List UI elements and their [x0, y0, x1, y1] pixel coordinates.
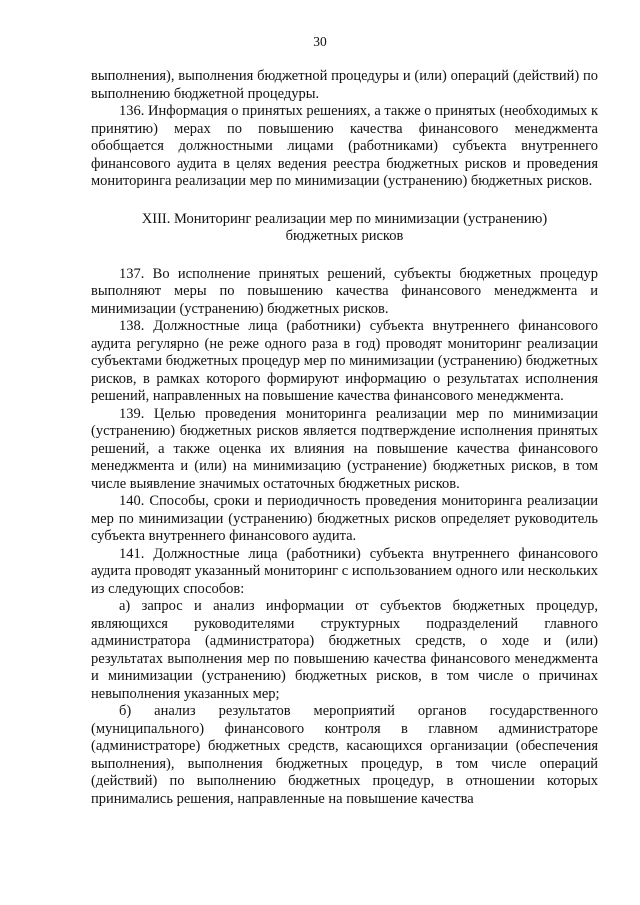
section-heading-line-1: XIII. Мониторинг реализации мер по минимизации (устранению): [141, 210, 548, 227]
page-number: 30: [313, 34, 327, 49]
document-body: [91, 68, 598, 808]
paragraph-138: 138. Должностные лица (работники) субъекта внутреннего финансового аудита регулярно (не реже одного раза в год) проводят мониторинг реализации субъектами бюджетных процедур мер по минимизации (устранению) бюджетных рисков, в рамках которого формируют информацию о результатах исполнения решений, направленных на повышение качества финансового менеджмента.: [91, 318, 598, 404]
section-heading: [91, 211, 598, 246]
paragraph-141-b: б) анализ результатов мероприятий органов государственного (муниципального) финансового контроля в главном администраторе (администраторе) бюджетных средств, касающихся организации (обеспечения выполнения), выполнения бюджетных процедур, в том числе операций (действий) по выполнению бюджетных процедур, в отношении которых принимались решения, направленные на повышение качества: [91, 703, 598, 807]
paragraph-137: 137. Во исполнение принятых решений, субъекты бюджетных процедур выполняют меры по повышению качества финансового менеджмента и минимизации (устранению) бюджетных рисков.: [91, 265, 598, 317]
paragraph-140: 140. Способы, сроки и периодичность проведения мониторинга реализации мер по минимизации (устранению) бюджетных рисков определяет руководитель субъекта внутреннего финансового аудита.: [91, 493, 598, 544]
paragraph-139: 139. Целью проведения мониторинга реализации мер по минимизации (устранению) бюджетных рисков является подтверждение исполнения принятых решений, а также оценка их влияния на повышение качества финансового менеджмента и (или) на минимизацию (устранение) бюджетных рисков, в том числе выявление значимых остаточных бюджетных рисков.: [91, 405, 598, 492]
paragraph-141: 141. Должностные лица (работники) субъекта внутреннего финансового аудита проводят указанный мониторинг с использованием одного или нескольких из следующих способов:: [91, 545, 598, 597]
paragraph-continuation: выполнения), выполнения бюджетной процедуры и (или) операций (действий) по выполнению бюджетной процедуры.: [91, 68, 598, 102]
paragraph-141-a: а) запрос и анализ информации от субъектов бюджетных процедур, являющихся руководителями структурных подразделений главного администратора (администратора) бюджетных средств, о ходе и (или) результатах выполнения мер по повышению качества финансового менеджмента и минимизации (устранению) бюджетных рисков, в том числе о причинах невыполнения указанных мер;: [91, 598, 598, 702]
section-heading-line-2: бюджетных рисков: [285, 228, 404, 244]
paragraph-136: 136. Информация о принятых решениях, а также о принятых (необходимых к принятию) мерах по повышению качества финансового менеджмента обобщается должностными лицами (работниками) субъекта внутреннего финансового аудита в целях ведения реестра бюджетных рисков и проведения мониторинга реализации мер по минимизации (устранению) бюджетных рисков.: [91, 103, 598, 189]
